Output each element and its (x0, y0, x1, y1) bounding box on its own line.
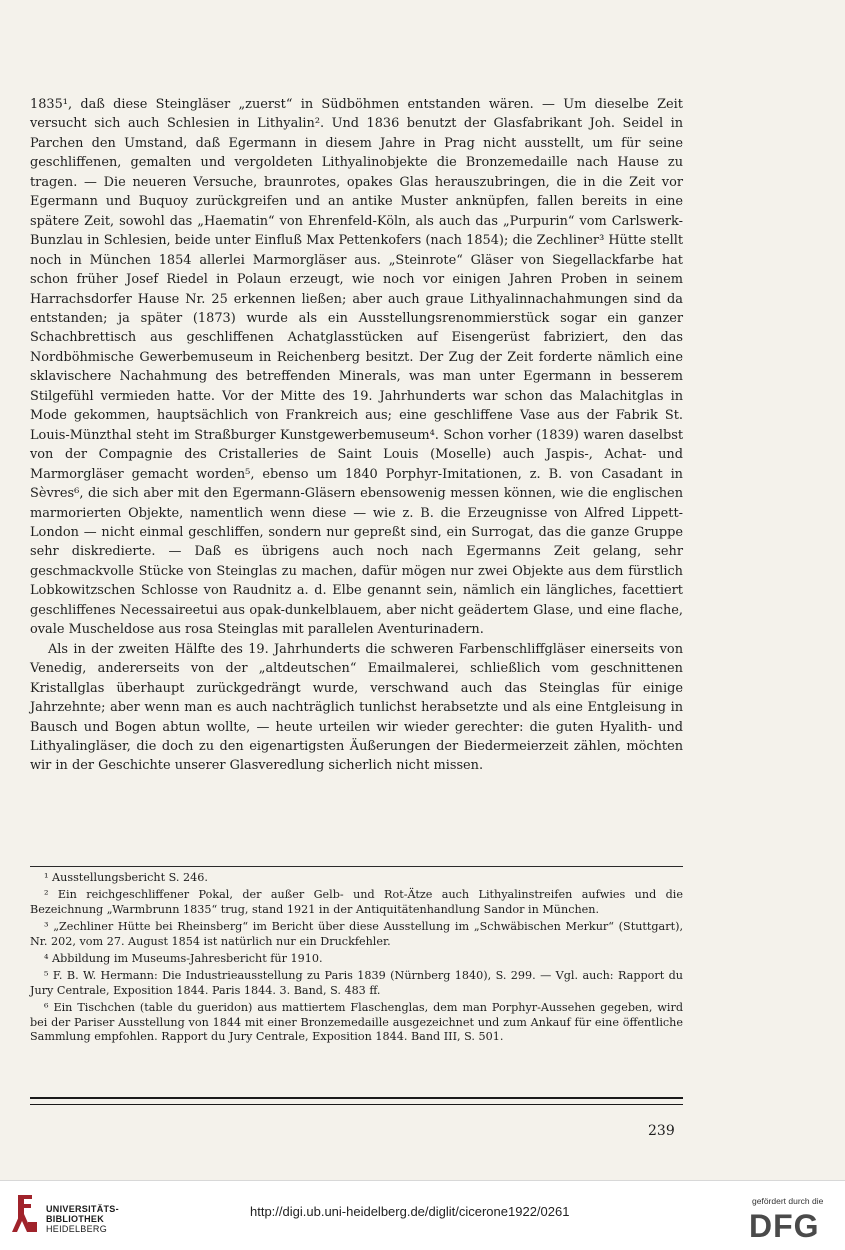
footnote-1: ¹ Ausstellungsbericht S. 246. (44, 871, 208, 884)
library-line-1: UNIVERSITÄTS- (46, 1204, 119, 1214)
library-line-3: HEIDELBERG (46, 1224, 108, 1234)
university-library-logo-icon (10, 1192, 40, 1234)
body-text (30, 95, 683, 776)
funding-caption: gefördert durch die (752, 1196, 824, 1206)
dfg-logo-text: DFG (749, 1210, 820, 1240)
footnote-4: ⁴ Abbildung im Museums-Jahresbericht für 1910. (44, 952, 323, 966)
page-url-link[interactable]: http://digi.ub.uni-heidelberg.de/diglit/cicerone1922/0261 (250, 1204, 570, 1219)
page-number: 239 (648, 1123, 675, 1139)
library-name (46, 1204, 119, 1234)
footnote-5: ⁵ F. B. W. Hermann: Die Industrieausstellung zu Paris 1839 (Nürnberg 1840), S. 299. — Vgl. auch: Rapport du Jury Centrale, Exposition 1844. Paris 1844. 3. Band, S. 483 ff. (30, 969, 683, 997)
page-end-rule-thick (30, 1097, 683, 1099)
library-line-2: BIBLIOTHEK (46, 1214, 104, 1224)
page-end-rule-thin (30, 1104, 683, 1105)
footnote-6: ⁶ Ein Tischchen (table du gueridon) aus mattiertem Flaschenglas, dem man Porphyr-Aussehen gegeben, wird bei der Pariser Ausstellung von 1844 mit einer Bronzemedaille ausgezeichnet und zum Ankauf für eine öffentliche Sammlung empfohlen. Rapport du Jury Centrale, Exposition 1844. Band III, S. 501. (30, 1001, 683, 1044)
footnote-separator (30, 866, 683, 867)
paragraph-2: Als in der zweiten Hälfte des 19. Jahrhunderts die schweren Farbenschliffgläser einerseits von Venedig, andererseits von der „altdeutschen“ Emailmalerei, schließlich vom geschnittenen Kristallglas überhaupt zurückgedrängt wurde, verschwand auch das Steinglas für einige Jahrzehnte; aber wenn man es auch nachträglich tunlichst herabsetzte und als eine Entgleisung in Bausch und Bogen abtun wollte, — heute urteilen wir wieder gerechter: die guten Hyalith- und Lithyalingläser, die doch zu den eigenartigsten Äußerungen der Biedermeierzeit zählen, möchten wir in der Geschichte unserer Glasveredlung sicherlich nicht missen. (30, 641, 683, 774)
footnotes (30, 871, 683, 1047)
footnote-2: ² Ein reichgeschliffener Pokal, der außer Gelb- und Rot-Ätze auch Lithyalinstreifen aufwies und die Bezeichnung „Warmbrunn 1835“ trug, stand 1921 in der Antiquitätenhandlung Sandor in München. (30, 888, 683, 916)
paragraph-1: 1835¹, daß diese Steingläser „zuerst“ in Südböhmen entstanden wären. — Um dieselbe Zeit versucht sich auch Schlesien in Lithyalin². Und 1836 benutzt der Glasfabrikant Joh. Seidel in Parchen den Umstand, daß Egermann in diesem Jahre in Prag nicht ausstellt, um für seine geschliffenen, gemalten und vergoldeten Lithyalinobjekte die Bronzemedaille nach Hause zu tragen. — Die neueren Versuche, braunrotes, opakes Glas herauszubringen, die in die Zeit vor Egermann und Buquoy zurückgreifen und an antike Muster anknüpfen, fallen bereits in eine spätere Zeit, sowohl das „Haematin“ von Ehrenfeld-Köln, als auch das „Purpurin“ vom Carlswerk-Bunzlau in Schlesien, beide unter Einfluß Max Pettenkofers (nach 1854); die Zechliner³ Hütte stellt noch in München 1854 allerlei Marmorgläser aus. „Steinrote“ Gläser von Siegellackfarbe hat schon früher Josef Riedel in Polaun erzeugt, wie noch vor einigen Jahren Proben in seinem Harrachsdorfer Hause Nr. 25 erkennen ließen; aber auch graue Lithyalinnachahmungen sind da entstanden; ja später (1873) wurde als ein Ausstellungsrenommierstück sogar ein ganzer Schachbrettisch aus geschliffenen Achatglasstücken auf Eisengerüst fabriziert, den das Nordböhmische Gewerbemuseum in Reichenberg besitzt. Der Zug der Zeit forderte nämlich eine sklavischere Nachahmung des betreffenden Minerals, was man unter Egermann in besserem Stilgefühl vermieden hatte. Vor der Mitte des 19. Jahrhunderts war schon das Malachitglas in Mode gekommen, hauptsächlich von Frankreich aus; eine geschliffene Vase aus der Fabrik St. Louis-Münzthal steht im Straßburger Kunstgewerbemuseum⁴. Schon vorher (1839) waren daselbst von der Compagnie des Cristalleries de Saint Louis (Moselle) auch Jaspis-, Achat- und Marmorgläser gemacht worden⁵, ebenso um 1840 Porphyr-Imitationen, z. B. von Casadant in Sèvres⁶, die sich aber mit den Egermann-Gläsern ebensowenig messen können, wie die englischen marmorierten Objekte, namentlich wenn diese — wie z. B. die Erzeugnisse von Alfred Lippett-London — nicht einmal geschliffen, sondern nur gepreßt sind, ein Surrogat, das die ganze Gruppe sehr diskredierte. — Daß es übrigens auch noch nach Egermanns Zeit gelang, sehr geschmackvolle Stücke von Steinglas zu machen, dafür mögen nur zwei Objekte aus dem fürstlich Lobkowitzschen Schlosse von Raudnitz a. d. Elbe genannt sein, nämlich ein längliches, facettiert geschliffenes Necessaireetui aus opak-dunkelblauem, aber nicht geädertem Glase, und eine flache, ovale Muscheldose aus rosa Steinglas mit parallelen Aventurinadern. (30, 97, 683, 638)
footnote-3: ³ „Zechliner Hütte bei Rheinsberg“ im Bericht über diese Ausstellung im „Schwäbischen Merkur“ (Stuttgart), Nr. 202, vom 27. August 1854 ist natürlich nur ein Druckfehler. (30, 920, 683, 948)
dfg-logo-icon (749, 1210, 835, 1240)
